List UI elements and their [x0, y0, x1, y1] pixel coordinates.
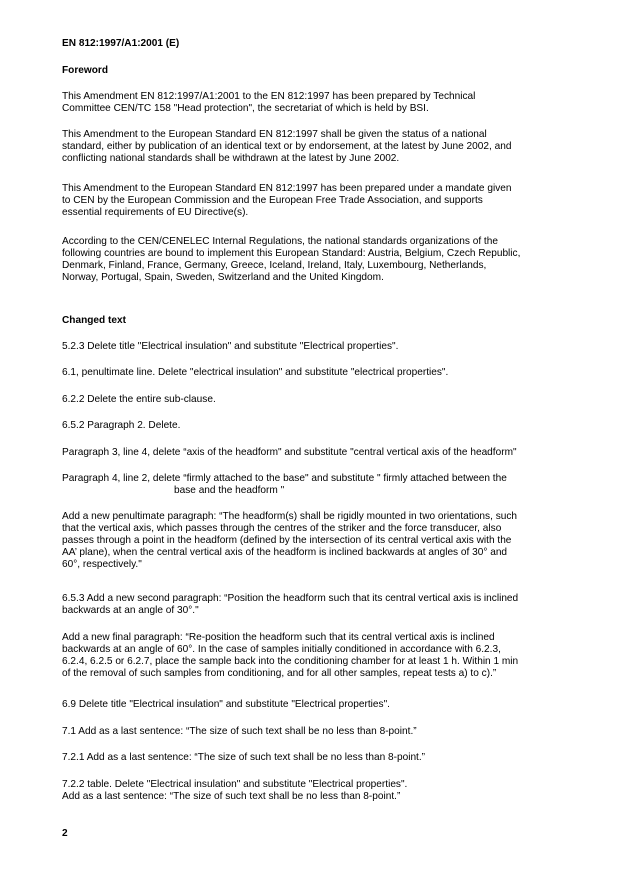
foreword-paragraph: This Amendment to the European Standard EN 812:1997 shall be given the status of a national standard, either by publication of an identical text or by endorsement, at the latest by June 2002, and conflicting national standards shall be withdrawn at the latest by June 2002.	[62, 129, 512, 164]
foreword-paragraph: This Amendment to the European Standard EN 812:1997 has been prepared under a mandate given to CEN by the European Commission and the European Free Trade Association, and supports essential requirements of EU Directive(s).	[62, 183, 512, 218]
change-item: 7.1 Add as a last sentence: “The size of such text shall be no less than 8-point.”	[62, 726, 417, 737]
foreword-paragraph: This Amendment EN 812:1997/A1:2001 to the EN 812:1997 has been prepared by Technical Committee CEN/TC 158 "Head protection", the secretariat of which is held by BSI.	[62, 91, 476, 114]
foreword-paragraph: According to the CEN/CENELEC Internal Regulations, the national standards organizations of the following countries are bound to implement this European Standard: Austria, Belgium, Czech Republic, Denmark, Finland, France, Germany, Greece, Iceland, Ireland, Italy, Luxembourg, Netherlands, Norway, Portugal, Spain, Sweden, Switzerland and the United Kingdom.	[62, 236, 521, 283]
change-item: 7.2.1 Add as a last sentence: “The size of such text shall be no less than 8-point.”	[62, 752, 426, 763]
change-item: Add a new final paragraph: “Re-position the headform such that its central vertical axis is inclined backwards at an angle of 60°. In the case of samples initially conditioned in accordance with 6.2.3, 6.2.4, 6.2.5 or 6.2.7, place the sample back into the conditioning chamber for at least 1 h. Within 1 min of the removal of such samples from conditioning, and for all other samples, repeat tests a) to c).”	[62, 632, 519, 679]
change-item: Paragraph 4, line 2, delete “firmly attached to the base" and substitute " firmly attached between the base and the headform "	[62, 473, 507, 496]
document-id: EN 812:1997/A1:2001 (E)	[62, 38, 180, 49]
change-item: 6.1, penultimate line. Delete "electrical insulation" and substitute "electrical properties".	[62, 367, 449, 378]
page-number: 2	[62, 828, 68, 839]
change-item: Paragraph 3, line 4, delete “axis of the headform" and substitute "central vertical axis of the headform"	[62, 447, 517, 458]
change-item: 6.2.2 Delete the entire sub-clause.	[62, 394, 216, 405]
change-item: 6.5.2 Paragraph 2. Delete.	[62, 420, 181, 431]
change-item: 5.2.3 Delete title "Electrical insulation" and substitute "Electrical properties".	[62, 341, 399, 352]
change-item: Add a new penultimate paragraph: “The headform(s) shall be rigidly mounted in two orientations, such that the vertical axis, which passes through the centres of the striker and the force transducer, also passes through a point in the headform (defined by the intersection of its central vertical axis with the AA’ plane), when the central vertical axis of the headform is inclined backwards at angles of 30° and 60°, respectively."	[62, 511, 518, 570]
change-item: 6.9 Delete title "Electrical insulation" and substitute "Electrical properties".	[62, 699, 390, 710]
change-item: 6.5.3 Add a new second paragraph: “Position the headform such that its central vertical axis is inclined backwards at an angle of 30°."	[62, 593, 519, 616]
foreword-heading: Foreword	[62, 65, 108, 76]
change-item: 7.2.2 table. Delete "Electrical insulation" and substitute "Electrical properties". Add as a last sentence: “The size of such text shall be no less than 8-point.”	[62, 779, 408, 802]
changed-text-heading: Changed text	[62, 315, 126, 326]
